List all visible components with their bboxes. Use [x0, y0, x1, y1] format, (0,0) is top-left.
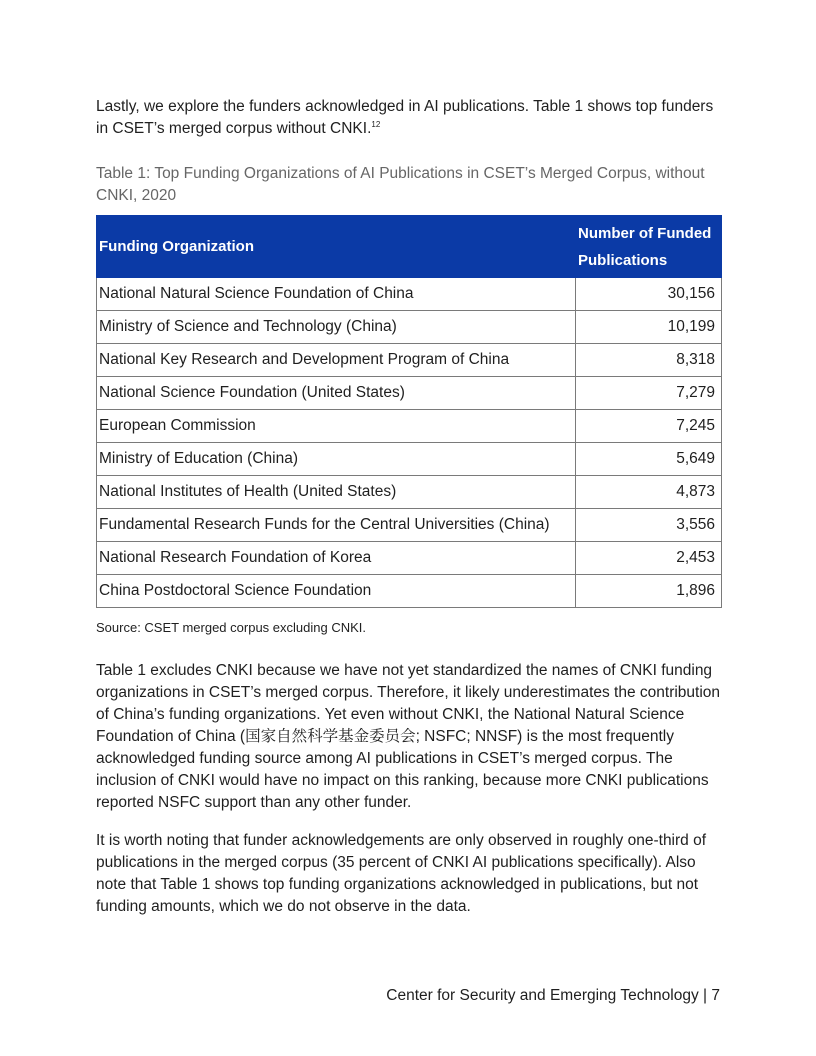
funder-name-cell: Fundamental Research Funds for the Central Universities (China): [97, 509, 576, 542]
funded-count-cell: 30,156: [576, 278, 722, 311]
table-row: [97, 443, 722, 476]
funder-name-cell: Ministry of Science and Technology (China): [97, 311, 576, 344]
funded-count-cell: 4,873: [576, 476, 722, 509]
table-row: [97, 575, 722, 608]
table-row: [97, 476, 722, 509]
funder-name-cell: China Postdoctoral Science Foundation: [97, 575, 576, 608]
footnote-ref[interactable]: 12: [371, 119, 381, 129]
funder-name-cell: National Key Research and Development Program of China: [97, 344, 576, 377]
funded-count-cell: 5,649: [576, 443, 722, 476]
header-funding-organization: Funding Organization: [97, 216, 576, 278]
table-row: [97, 278, 722, 311]
intro-text: Lastly, we explore the funders acknowledged in AI publications. Table 1 shows top funders in CSET’s merged corpus without CNKI.: [96, 98, 714, 137]
body-paragraph-1: Table 1 excludes CNKI because we have not yet standardized the names of CNKI funding organizations in CSET’s merged corpus. Therefore, it likely underestimates the contribution of China’s funding organizations. Yet even without CNKI, the National Natural Science Foundation of China (国家自然科学基金委员会; NSFC; NNSF) is the most frequently acknowledged funding source among AI publications in CSET’s merged corpus. The inclusion of CNKI would have no impact on this ranking, because more CNKI publications reported NSFC support than any other funder.: [96, 662, 721, 811]
table-header-row: [97, 216, 722, 278]
funded-count-cell: 3,556: [576, 509, 722, 542]
table-body: [97, 278, 722, 608]
intro-paragraph: [96, 96, 722, 140]
header-count-line1: Number of Funded: [578, 224, 712, 242]
table-source-note: Source: CSET merged corpus excluding CNKI.: [96, 620, 366, 635]
funded-count-cell: 10,199: [576, 311, 722, 344]
table-row: [97, 542, 722, 575]
funded-count-cell: 8,318: [576, 344, 722, 377]
funder-name-cell: National Research Foundation of Korea: [97, 542, 576, 575]
table-row: [97, 377, 722, 410]
table-row: [97, 509, 722, 542]
table-caption: Table 1: Top Funding Organizations of AI Publications in CSET’s Merged Corpus, without CNKI, 2020: [96, 165, 705, 204]
header-number-of-funded-publications: [576, 216, 722, 278]
funded-count-cell: 7,245: [576, 410, 722, 443]
funder-name-cell: National Science Foundation (United States): [97, 377, 576, 410]
funder-name-cell: National Institutes of Health (United States): [97, 476, 576, 509]
funder-name-cell: National Natural Science Foundation of China: [97, 278, 576, 311]
funder-name-cell: Ministry of Education (China): [97, 443, 576, 476]
funders-table: [96, 215, 722, 608]
page-footer: Center for Security and Emerging Technology | 7: [386, 987, 720, 1004]
funder-name-cell: European Commission: [97, 410, 576, 443]
funded-count-cell: 7,279: [576, 377, 722, 410]
body-paragraph-2: It is worth noting that funder acknowledgements are only observed in roughly one-third of publications in the merged corpus (35 percent of CNKI AI publications specifically). Also note that Table 1 shows top funding organizations acknowledged in publications, but not funding amounts, which we do not observe in the data.: [96, 832, 707, 915]
funded-count-cell: 1,896: [576, 575, 722, 608]
table-row: [97, 344, 722, 377]
header-count-line2: Publications: [578, 251, 668, 269]
funded-count-cell: 2,453: [576, 542, 722, 575]
table-row: [97, 410, 722, 443]
table-row: [97, 311, 722, 344]
